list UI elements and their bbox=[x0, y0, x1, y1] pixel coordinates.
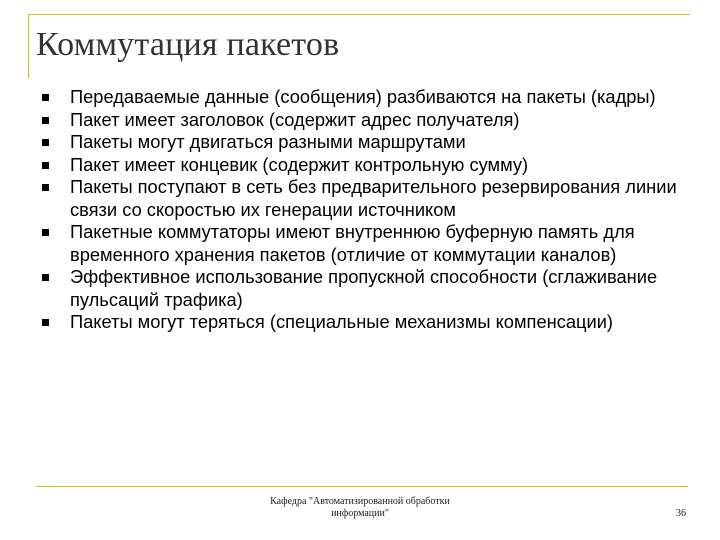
bullet-text: Пакеты могут теряться (специальные механизмы компенсации) bbox=[70, 311, 613, 332]
bullet-marker bbox=[42, 94, 49, 101]
footer-line bbox=[36, 486, 688, 487]
bullet-marker bbox=[42, 117, 49, 124]
bullet-item bbox=[40, 176, 680, 221]
bullet-text: Пакетные коммутаторы имеют внутреннюю буферную память для временного хранения пакетов (отличие от коммутации каналов) bbox=[70, 221, 635, 265]
bullet-text: Пакет имеет заголовок (содержит адрес получателя) bbox=[70, 108, 520, 130]
bullet-marker bbox=[42, 319, 49, 326]
bullet-item bbox=[40, 154, 680, 177]
bullet-text: Пакеты могут двигаться разными маршрутами bbox=[70, 131, 466, 152]
bullet-item bbox=[40, 86, 680, 109]
slide-title: Коммутация пакетов bbox=[36, 26, 340, 63]
bullet-marker bbox=[42, 229, 49, 236]
bullet-marker bbox=[42, 162, 49, 169]
page-number: 36 bbox=[676, 508, 686, 519]
bullet-marker bbox=[42, 139, 49, 146]
bullet-item bbox=[40, 131, 680, 154]
footer-caption: Кафедра "Автоматизированной обработки информации" bbox=[270, 496, 450, 519]
bullet-item bbox=[40, 109, 680, 132]
bullet-list bbox=[40, 86, 680, 334]
bullet-marker bbox=[42, 274, 49, 281]
bullet-marker bbox=[42, 184, 49, 191]
frame-left-line bbox=[28, 14, 29, 78]
frame-top-line bbox=[28, 14, 690, 15]
bullet-text: Передаваемые данные (сообщения) разбиваются на пакеты (кадры) bbox=[70, 86, 656, 107]
bullet-item bbox=[40, 266, 680, 311]
bullet-text: Пакет имеет концевик (содержит контрольную сумму) bbox=[70, 153, 529, 175]
bullet-item bbox=[40, 311, 680, 334]
bullet-text: Пакеты поступают в сеть без предварительного резервирования линии связи со скоростью их генерации источником bbox=[70, 176, 677, 220]
bullet-text: Эффективное использование пропускной способности (сглаживание пульсаций трафика) bbox=[70, 266, 658, 310]
bullet-item bbox=[40, 221, 680, 266]
